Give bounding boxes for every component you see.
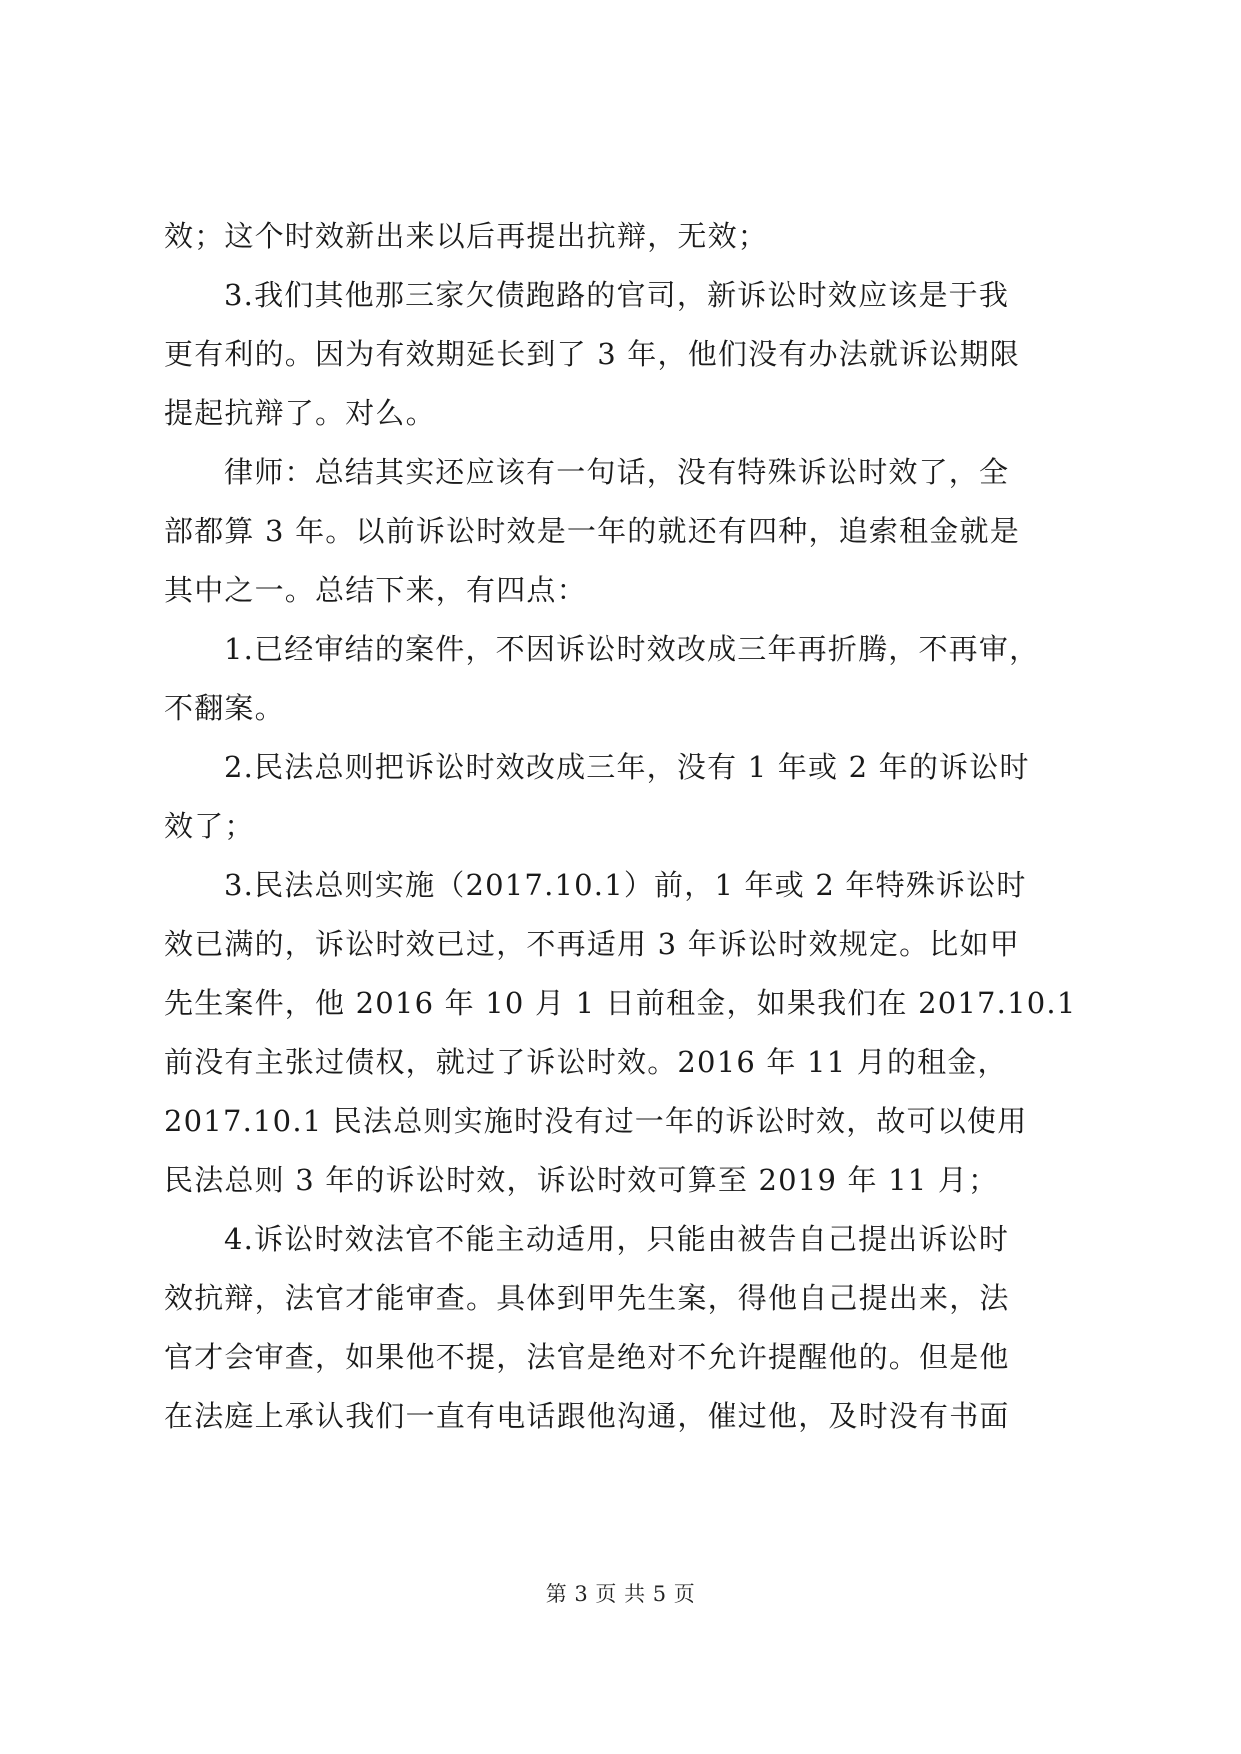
body-text-line: 2017.10.1 民法总则实施时没有过一年的诉讼时效，故可以使用 xyxy=(164,1104,1028,1138)
body-text-line: 效已满的，诉讼时效已过，不再适用 3 年诉讼时效规定。比如甲 xyxy=(164,927,1020,961)
body-text-line: 4.诉讼时效法官不能主动适用，只能由被告自己提出诉讼时 xyxy=(224,1222,1010,1256)
body-text-line: 在法庭上承认我们一直有电话跟他沟通，催过他，及时没有书面 xyxy=(164,1399,1010,1433)
body-text-line: 律师：总结其实还应该有一句话，没有特殊诉讼时效了，全 xyxy=(224,455,1010,489)
body-text-line: 2.民法总则把诉讼时效改成三年，没有 1 年或 2 年的诉讼时 xyxy=(224,750,1030,784)
body-text-line: 官才会审查，如果他不提，法官是绝对不允许提醒他的。但是他 xyxy=(164,1340,1010,1374)
body-text-line: 不翻案。 xyxy=(164,691,285,725)
body-text-line: 先生案件，他 2016 年 10 月 1 日前租金，如果我们在 2017.10.1 xyxy=(164,986,1077,1020)
body-text-line: 效；这个时效新出来以后再提出抗辩，无效； xyxy=(164,219,769,253)
body-text-line: 效了； xyxy=(164,809,255,843)
page-number-footer: 第 3 页 共 5 页 xyxy=(545,1582,696,1606)
body-text-line: 部都算 3 年。以前诉讼时效是一年的就还有四种，追索租金就是 xyxy=(164,514,1020,548)
body-text-line: 前没有主张过债权，就过了诉讼时效。2016 年 11 月的租金， xyxy=(164,1045,1008,1079)
body-text-line: 3.民法总则实施（2017.10.1）前，1 年或 2 年特殊诉讼时 xyxy=(224,868,1027,902)
body-text-line: 更有利的。因为有效期延长到了 3 年，他们没有办法就诉讼期限 xyxy=(164,337,1020,371)
body-text-line: 1.已经审结的案件，不因诉讼时效改成三年再折腾，不再审， xyxy=(224,632,1040,666)
body-text-line: 3.我们其他那三家欠债跑路的官司，新诉讼时效应该是于我 xyxy=(224,278,1010,312)
body-text-line: 提起抗辩了。对么。 xyxy=(164,396,436,430)
body-text-line: 效抗辩，法官才能审查。具体到甲先生案，得他自己提出来，法 xyxy=(164,1281,1010,1315)
body-text-line: 其中之一。总结下来，有四点： xyxy=(164,573,587,607)
body-text-line: 民法总则 3 年的诉讼时效，诉讼时效可算至 2019 年 11 月； xyxy=(164,1163,999,1197)
